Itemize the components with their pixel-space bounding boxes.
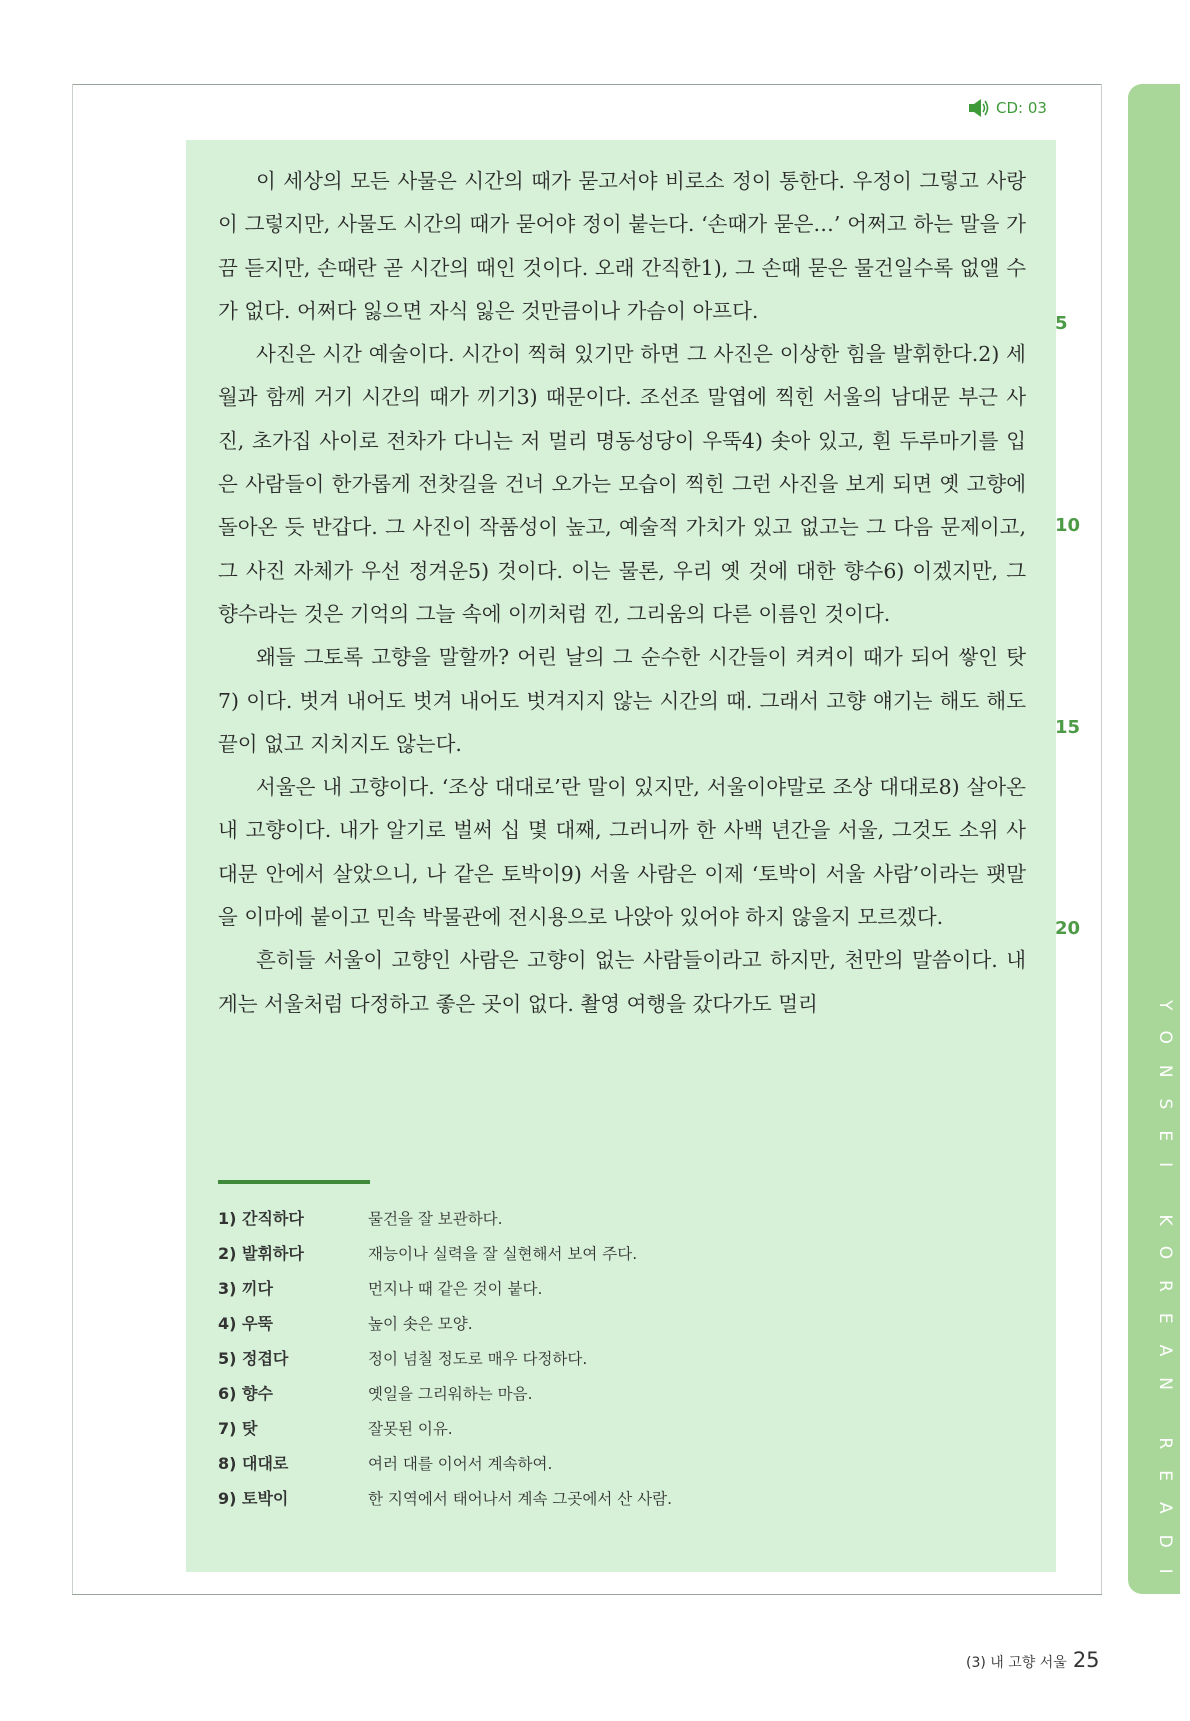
cd-track[interactable] bbox=[968, 98, 1047, 118]
frame-bottom-rule bbox=[72, 1594, 1102, 1595]
footnote-definition: 여러 대를 이어서 계속하여. bbox=[368, 1454, 553, 1473]
reading-text bbox=[218, 160, 1026, 1026]
footnote-term: 3) 끼다 bbox=[218, 1279, 273, 1298]
footnote-item bbox=[218, 1235, 1018, 1270]
line-number-15: 15 bbox=[1055, 717, 1081, 738]
paragraph-5: 흔히들 서울이 고향인 사람은 고향이 없는 사람들이라고 하지만, 천만의 말씀이다. 내게는 서울처럼 다정하고 좋은 곳이 없다. 촬영 여행을 갔다가도 멀리 bbox=[218, 948, 1026, 1016]
footnote-term: 4) 우뚝 bbox=[218, 1314, 273, 1333]
footnote-definition: 먼지나 때 같은 것이 붙다. bbox=[368, 1279, 543, 1298]
footnote-term: 1) 간직하다 bbox=[218, 1209, 304, 1228]
footnote-definition: 물건을 잘 보관하다. bbox=[368, 1209, 503, 1228]
footnote-list bbox=[218, 1200, 1018, 1515]
footnote-item bbox=[218, 1270, 1018, 1305]
frame-top-rule bbox=[72, 84, 1102, 85]
footnote-term: 8) 대대로 bbox=[218, 1454, 289, 1473]
footnote-definition: 옛일을 그리워하는 마음. bbox=[368, 1384, 533, 1403]
paragraph-3: 왜들 그토록 고향을 말할까? 어린 날의 그 순수한 시간들이 켜켜이 때가 되어 쌓인 탓7) 이다. 벗겨 내어도 벗겨 내어도 벗겨지지 않는 시간의 때. 그래서 고향 얘기는 해도 해도 끝이 없고 지치지도 않는다. bbox=[218, 645, 1026, 756]
line-number-10: 10 bbox=[1055, 515, 1081, 536]
cd-label: CD: 03 bbox=[996, 99, 1047, 117]
speaker-icon bbox=[968, 98, 990, 118]
footnote-item bbox=[218, 1305, 1018, 1340]
line-number-5: 5 bbox=[1055, 313, 1068, 334]
paragraph-2: 사진은 시간 예술이다. 시간이 찍혀 있기만 하면 그 사진은 이상한 힘을 발휘한다.2) 세월과 함께 거기 시간의 때가 끼기3) 때문이다. 조선조 말엽에 찍힌 서울의 남대문 부근 사진, 초가집 사이로 전차가 다니는 저 멀리 명동성당이 우뚝4) 솟아 있고, 흰 두루마기를 입은 사람들이 한가롭게 전찻길을 건너 오가는 모습이 찍힌 그런 사진을 보게 되면 옛 고향에 돌아온 듯 반갑다. 그 사진이 작품성이 높고, 예술적 가치가 있고 없고는 그 다음 문제이고, 그 사진 자체가 우선 정겨운5) 것이다. 이는 물론, 우리 옛 것에 대한 향수6) 이겠지만, 그 향수라는 것은 기억의 그늘 속에 이끼처럼 낀, 그리움의 다른 이름인 것이다. bbox=[218, 342, 1026, 626]
footnote-term: 2) 발휘하다 bbox=[218, 1244, 304, 1263]
chapter-label: (3) 내 고향 서울 bbox=[966, 1655, 1067, 1671]
page-number: 25 bbox=[1072, 1648, 1100, 1672]
footnote-definition: 한 지역에서 태어나서 계속 그곳에서 산 사람. bbox=[368, 1489, 673, 1508]
paragraph-4: 서울은 내 고향이다. ‘조상 대대로’란 말이 있지만, 서울이야말로 조상 대대로8) 살아온 내 고향이다. 내가 알기로 벌써 십 몇 대째, 그러니까 한 사백 년간을 서울, 그것도 소위 사대문 안에서 살았으니, 나 같은 토박이9) 서울 사람은 이제 ‘토박이 서울 사람’이라는 팻말을 이마에 붙이고 민속 박물관에 전시용으로 나앉아 있어야 하지 않을지 모르겠다. bbox=[218, 775, 1026, 930]
line-number-20: 20 bbox=[1055, 918, 1081, 939]
footnote-item bbox=[218, 1375, 1018, 1410]
footnote-item bbox=[218, 1340, 1018, 1375]
footnote-item bbox=[218, 1200, 1018, 1235]
footnote-item bbox=[218, 1480, 1018, 1515]
frame-right-rule bbox=[1101, 84, 1102, 1594]
side-series-label: YONSEI KOREAN READING 4 bbox=[1155, 1000, 1175, 1721]
footnote-term: 7) 탓 bbox=[218, 1419, 258, 1438]
frame-left-rule bbox=[72, 84, 73, 1594]
footnote-definition: 높이 솟은 모양. bbox=[368, 1314, 473, 1333]
page-footer bbox=[966, 1648, 1100, 1672]
footnote-divider bbox=[218, 1180, 370, 1184]
paragraph-1: 이 세상의 모든 사물은 시간의 때가 묻고서야 비로소 정이 통한다. 우정이 그렇고 사랑이 그렇지만, 사물도 시간의 때가 묻어야 정이 붙는다. ‘손때가 묻은…’ 어쩌고 하는 말을 가끔 듣지만, 손때란 곧 시간의 때인 것이다. 오래 간직한1), 그 손때 묻은 물건일수록 없앨 수가 없다. 어쩌다 잃으면 자식 잃은 것만큼이나 가슴이 아프다. bbox=[218, 169, 1026, 323]
footnote-item bbox=[218, 1445, 1018, 1480]
footnote-term: 9) 토박이 bbox=[218, 1489, 289, 1508]
footnote-term: 5) 정겹다 bbox=[218, 1349, 289, 1368]
footnote-term: 6) 향수 bbox=[218, 1384, 273, 1403]
footnote-item bbox=[218, 1410, 1018, 1445]
footnote-definition: 정이 넘칠 정도로 매우 다정하다. bbox=[368, 1349, 588, 1368]
footnote-definition: 잘못된 이유. bbox=[368, 1419, 453, 1438]
footnote-definition: 재능이나 실력을 잘 실현해서 보여 주다. bbox=[368, 1244, 638, 1263]
